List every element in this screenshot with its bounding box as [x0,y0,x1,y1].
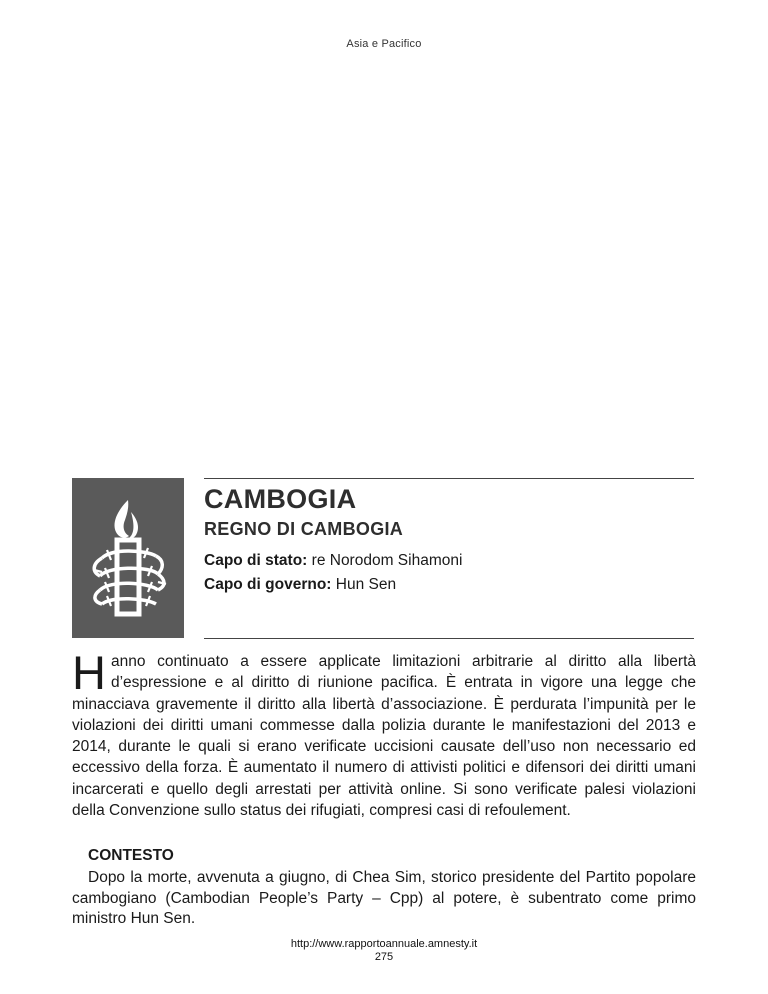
footer-url[interactable]: http://www.rapportoannuale.amnesty.it [290,938,478,950]
intro-text: anno continuato a essere applicate limitazioni arbitrarie al diritto alla libertà d’espressione e al diritto di riunione pacifica. È entrata in vigore una legge che minacciava gravemente il diritto alla libertà d’associazione. È perdurata l’impunità per le violazioni dei diritti umani commesse dalla polizia durante le manifestazioni del 2013 e 2014, durante le quali si erano verificate uccisioni causate dell’uso non necessario ed eccessivo della forza. È aumentato il numero di attivisti politici e difensori dei diritti umani incarcerati e quello degli arrestati per attività online. Si sono verificate palesi violazioni della Convenzione sullo status dei rifugiati, compresi casi di refoulement. [72,653,696,820]
header-rule-bottom [204,638,694,639]
head-of-state-value: re Norodom Sihamoni [311,552,463,569]
head-of-state [204,552,462,570]
head-of-government [204,576,396,594]
section-paragraph: Dopo la morte, avvenuta a giugno, di Chea Sim, storico presidente del Partito popolare cambogiano (Cambodian People’s Party – Cpp) al potere, è subentrato come primo ministro Hun Sen. [72,869,696,927]
page-number: 275 [374,951,394,963]
header-rule-top [204,478,694,479]
amnesty-candle-icon [72,478,184,638]
head-of-government-label: Capo di governo: [204,576,332,593]
dropcap: H [72,646,106,699]
country-title: CAMBOGIA [204,484,357,514]
amnesty-logo [72,478,184,638]
running-head: Asia e Pacifico [346,38,422,50]
country-subtitle: REGNO DI CAMBOGIA [204,519,404,539]
head-of-state-label: Capo di stato: [204,552,308,569]
intro-paragraph [72,646,696,821]
head-of-government-value: Hun Sen [335,576,397,593]
section-heading: CONTESTO [88,847,174,864]
